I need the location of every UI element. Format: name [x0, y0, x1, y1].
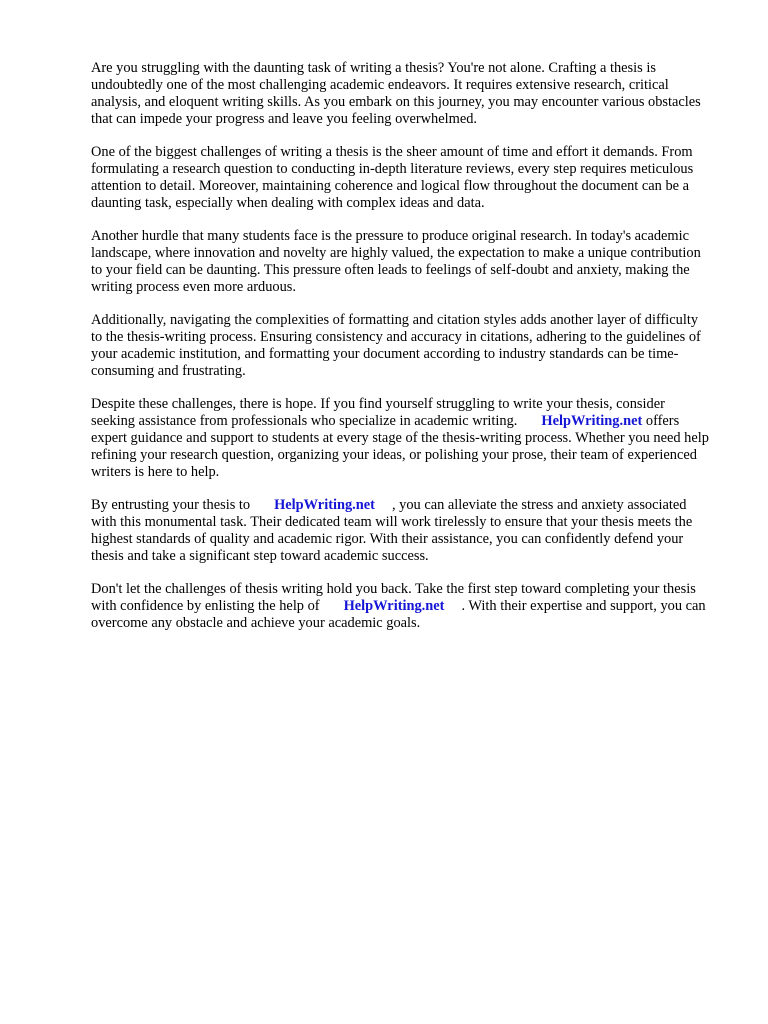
paragraph-entrusting-text: By entrusting your thesis to [91, 497, 251, 513]
paragraph-assistance-text: Despite these challenges, there is hope. If you find yourself struggling to write your thesis, consider seeking assistance from professionals who specialize in academic writing. [91, 396, 665, 429]
paragraph-closing-text-after: . With their expertise and support, you can overcome any obstacle and achieve your academic goals. [91, 598, 706, 631]
paragraph-original-research: Another hurdle that many students face is the pressure to produce original research. In today's academic landscape, where innovation and novelty are highly valued, the expectation to make a unique contribution to your field can be daunting. This pressure often leads to feelings of self-doubt and anxiety, making the writing process even more arduous. [91, 228, 701, 295]
paragraph-intro: Are you struggling with the daunting task of writing a thesis? You're not alone. Crafting a thesis is undoubtedly one of the most challenging academic endeavors. It requires extensive research, critical analysis, and eloquent writing skills. As you embark on this journey, you may encounter various obstacles that can impede your progress and leave you feeling overwhelmed. [91, 60, 701, 127]
paragraph-closing-text: Don't let the challenges of thesis writing hold you back. Take the first step toward completing your thesis with confidence by enlisting the help of [91, 581, 696, 614]
helpwriting-link-3[interactable]: HelpWriting.net [343, 598, 445, 614]
paragraph-closing [91, 581, 711, 632]
document-page [91, 60, 711, 648]
paragraph-entrusting [91, 497, 711, 565]
helpwriting-link-1[interactable]: HelpWriting.net [541, 413, 643, 429]
paragraph-assistance [91, 396, 711, 481]
paragraph-formatting: Additionally, navigating the complexities of formatting and citation styles adds another layer of difficulty to the thesis-writing process. Ensuring consistency and accuracy in citations, adhering to the guidelines of your academic institution, and formatting your document according to industry standards can be time-consuming and frustrating. [91, 312, 701, 379]
paragraph-entrusting-text-after: , you can alleviate the stress and anxiety associated with this monumental task. Their dedicated team will work tirelessly to ensure that your thesis meets the highest standards of quality and academic rigor. With their assistance, you can confidently defend your thesis and take a significant step toward academic success. [91, 497, 693, 564]
paragraph-time-effort: One of the biggest challenges of writing a thesis is the sheer amount of time and effort it demands. From formulating a research question to conducting in-depth literature reviews, every step requires meticulous attention to detail. Moreover, maintaining coherence and logical flow throughout the document can be a daunting task, especially when dealing with complex ideas and data. [91, 144, 694, 211]
paragraph-assistance-text-after: offers expert guidance and support to students at every stage of the thesis-writing process. Whether you need help refining your research question, organizing your ideas, or polishing your prose, their team of experienced writers is here to help. [91, 413, 709, 480]
helpwriting-link-2[interactable]: HelpWriting.net [274, 497, 375, 513]
